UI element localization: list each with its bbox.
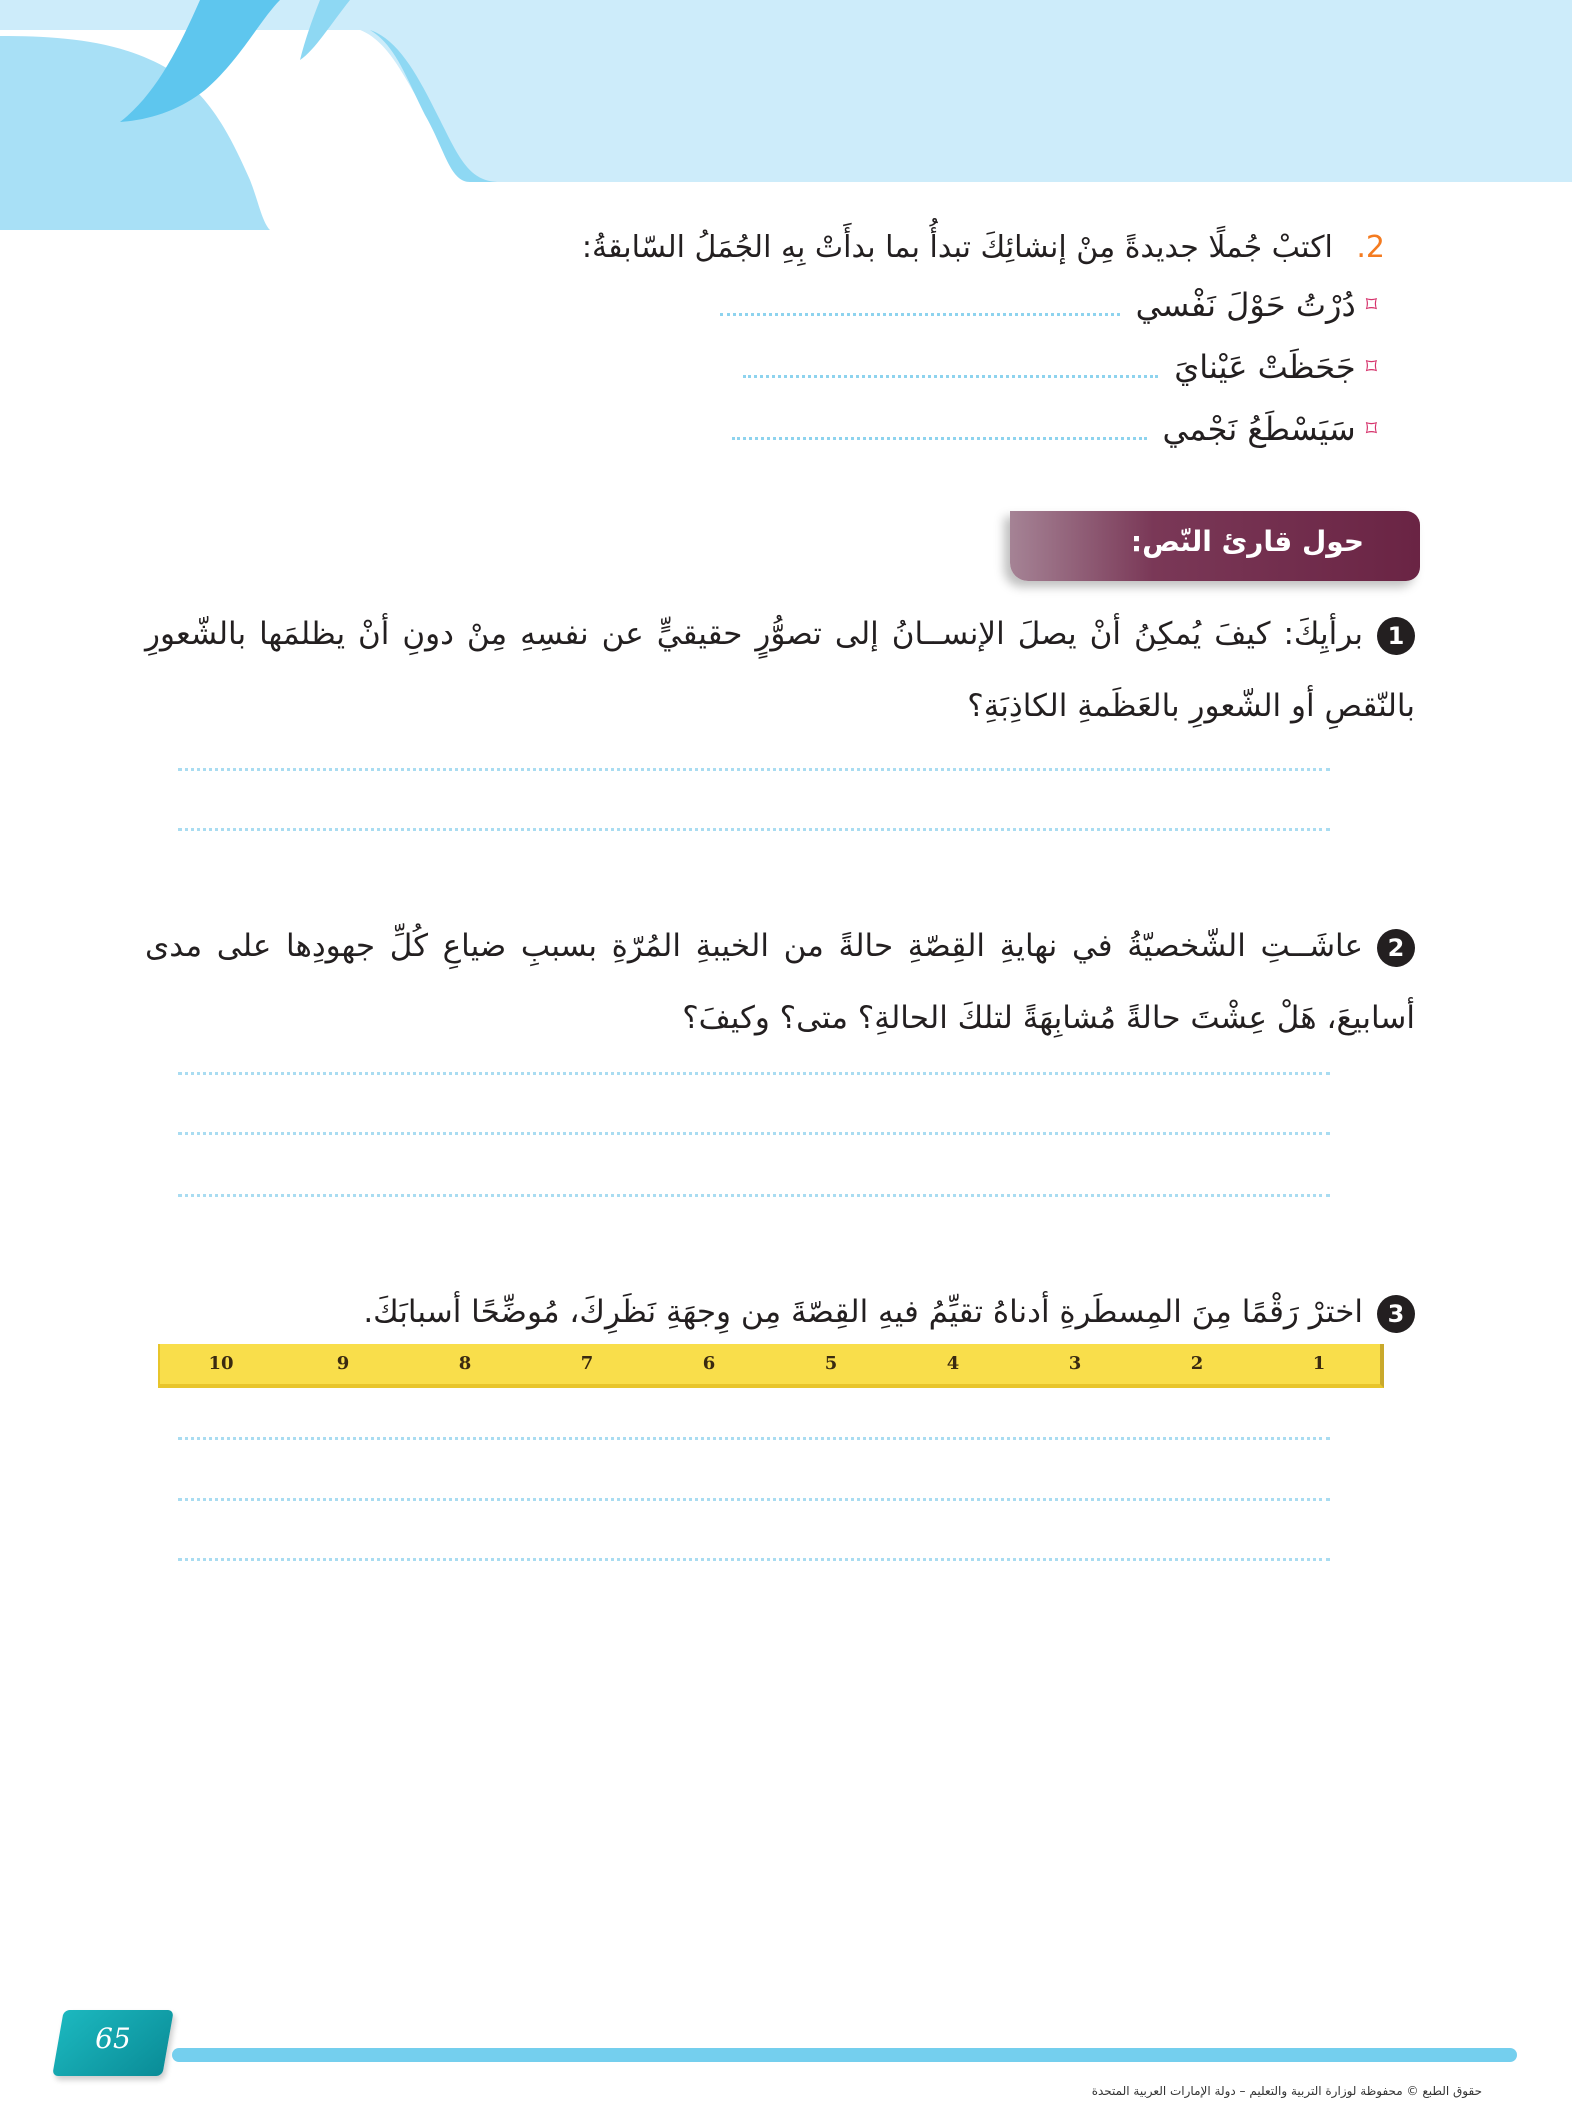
rating-option[interactable]: 8	[458, 1353, 472, 1374]
question-1	[145, 598, 1415, 742]
rating-option[interactable]: 4	[946, 1353, 960, 1374]
answer-line[interactable]	[178, 1072, 1330, 1075]
question-text: اخترْ رَقْمًا مِنَ المِسطَرةِ أدناهُ تقيِّمُ فيهِ القِصّةَ مِن وِجهَةِ نَظَرِكَ، مُوضِّحًا أسبابَكَ.	[363, 1294, 1363, 1330]
four-point-star-icon: ⌑	[1365, 292, 1377, 318]
rating-option[interactable]: 9	[336, 1353, 350, 1374]
rating-option[interactable]: 7	[580, 1353, 594, 1374]
copyright-notice: حقوق الطبع © محفوظة لوزارة التربية والتعليم – دولة الإمارات العربية المتحدة	[1091, 2084, 1482, 2098]
rating-option[interactable]: 5	[824, 1353, 838, 1374]
rating-option[interactable]: 1	[1312, 1353, 1326, 1374]
question-2	[145, 910, 1415, 1054]
rating-option[interactable]: 6	[702, 1353, 716, 1374]
sentence-starter-item	[185, 336, 1377, 398]
exercise-instruction: اكتبْ جُملًا جديدةً مِنْ إنشائِكَ تبدأُ بما بدأَتْ بِهِ الجُمَلُ السّابقةُ:	[581, 230, 1333, 265]
answer-line[interactable]	[178, 828, 1330, 831]
answer-line[interactable]	[178, 1132, 1330, 1135]
answer-line[interactable]	[732, 437, 1147, 440]
answer-line[interactable]	[178, 768, 1330, 771]
footer-bar	[172, 2048, 1517, 2062]
question-text: عاشَــتِ الشّخصيّةُ في نهايةِ القِصّةِ حالةً من الخيبةِ المُرّةِ بسببِ ضياعِ كُلِّ جهودِها على مدى أسابيعَ، هَلْ عِشْتَ حالةً مُشابِهَةً لتلكَ الحالةِ؟ متى؟ وكيفَ؟	[145, 928, 1415, 1036]
sentence-starter-item	[185, 274, 1377, 336]
four-point-star-icon: ⌑	[1365, 354, 1377, 380]
answer-line[interactable]	[178, 1194, 1330, 1197]
rating-scale	[158, 1344, 1384, 1388]
question-3	[145, 1276, 1415, 1348]
rating-option[interactable]: 3	[1068, 1353, 1082, 1374]
exercise-2-header	[185, 222, 1385, 274]
section-banner	[1010, 511, 1420, 581]
answer-line[interactable]	[743, 375, 1158, 378]
sentence-starter-text: دُرْتُ حَوْلَ نَفْسي	[1135, 286, 1356, 324]
header-banner	[0, 0, 1572, 230]
exercise-number: 2.	[1356, 230, 1385, 265]
answer-line[interactable]	[720, 313, 1120, 316]
question-number-badge: 2	[1377, 929, 1415, 967]
answer-line[interactable]	[178, 1437, 1330, 1440]
answer-line[interactable]	[178, 1558, 1330, 1561]
sentence-starter-item	[185, 398, 1377, 460]
question-number-badge: 3	[1377, 1295, 1415, 1333]
page-number: 65	[95, 2022, 131, 2055]
section-title: حول قارئ النّص:	[1130, 525, 1364, 558]
answer-line[interactable]	[178, 1498, 1330, 1501]
rating-option[interactable]: 10	[208, 1353, 234, 1374]
question-text: برأيِكَ: كيفَ يُمكِنُ أنْ يصلَ الإنســانُ إلى تصوُّرٍ حقيقيٍّ عن نفسِهِ مِنْ دونِ أنْ يظلمَها بالشّعورِ بالنّقصِ أو الشّعورِ بالعَظَمةِ الكاذِبَةِ؟	[145, 616, 1415, 724]
sentence-starter-text: جَحَظَتْ عَيْنايَ	[1174, 348, 1356, 386]
rating-option[interactable]: 2	[1190, 1353, 1204, 1374]
sentence-starter-text: سَيَسْطَعُ نَجْمي	[1162, 410, 1356, 448]
four-point-star-icon: ⌑	[1365, 416, 1377, 442]
exercise-2	[185, 222, 1385, 460]
question-number-badge: 1	[1377, 617, 1415, 655]
